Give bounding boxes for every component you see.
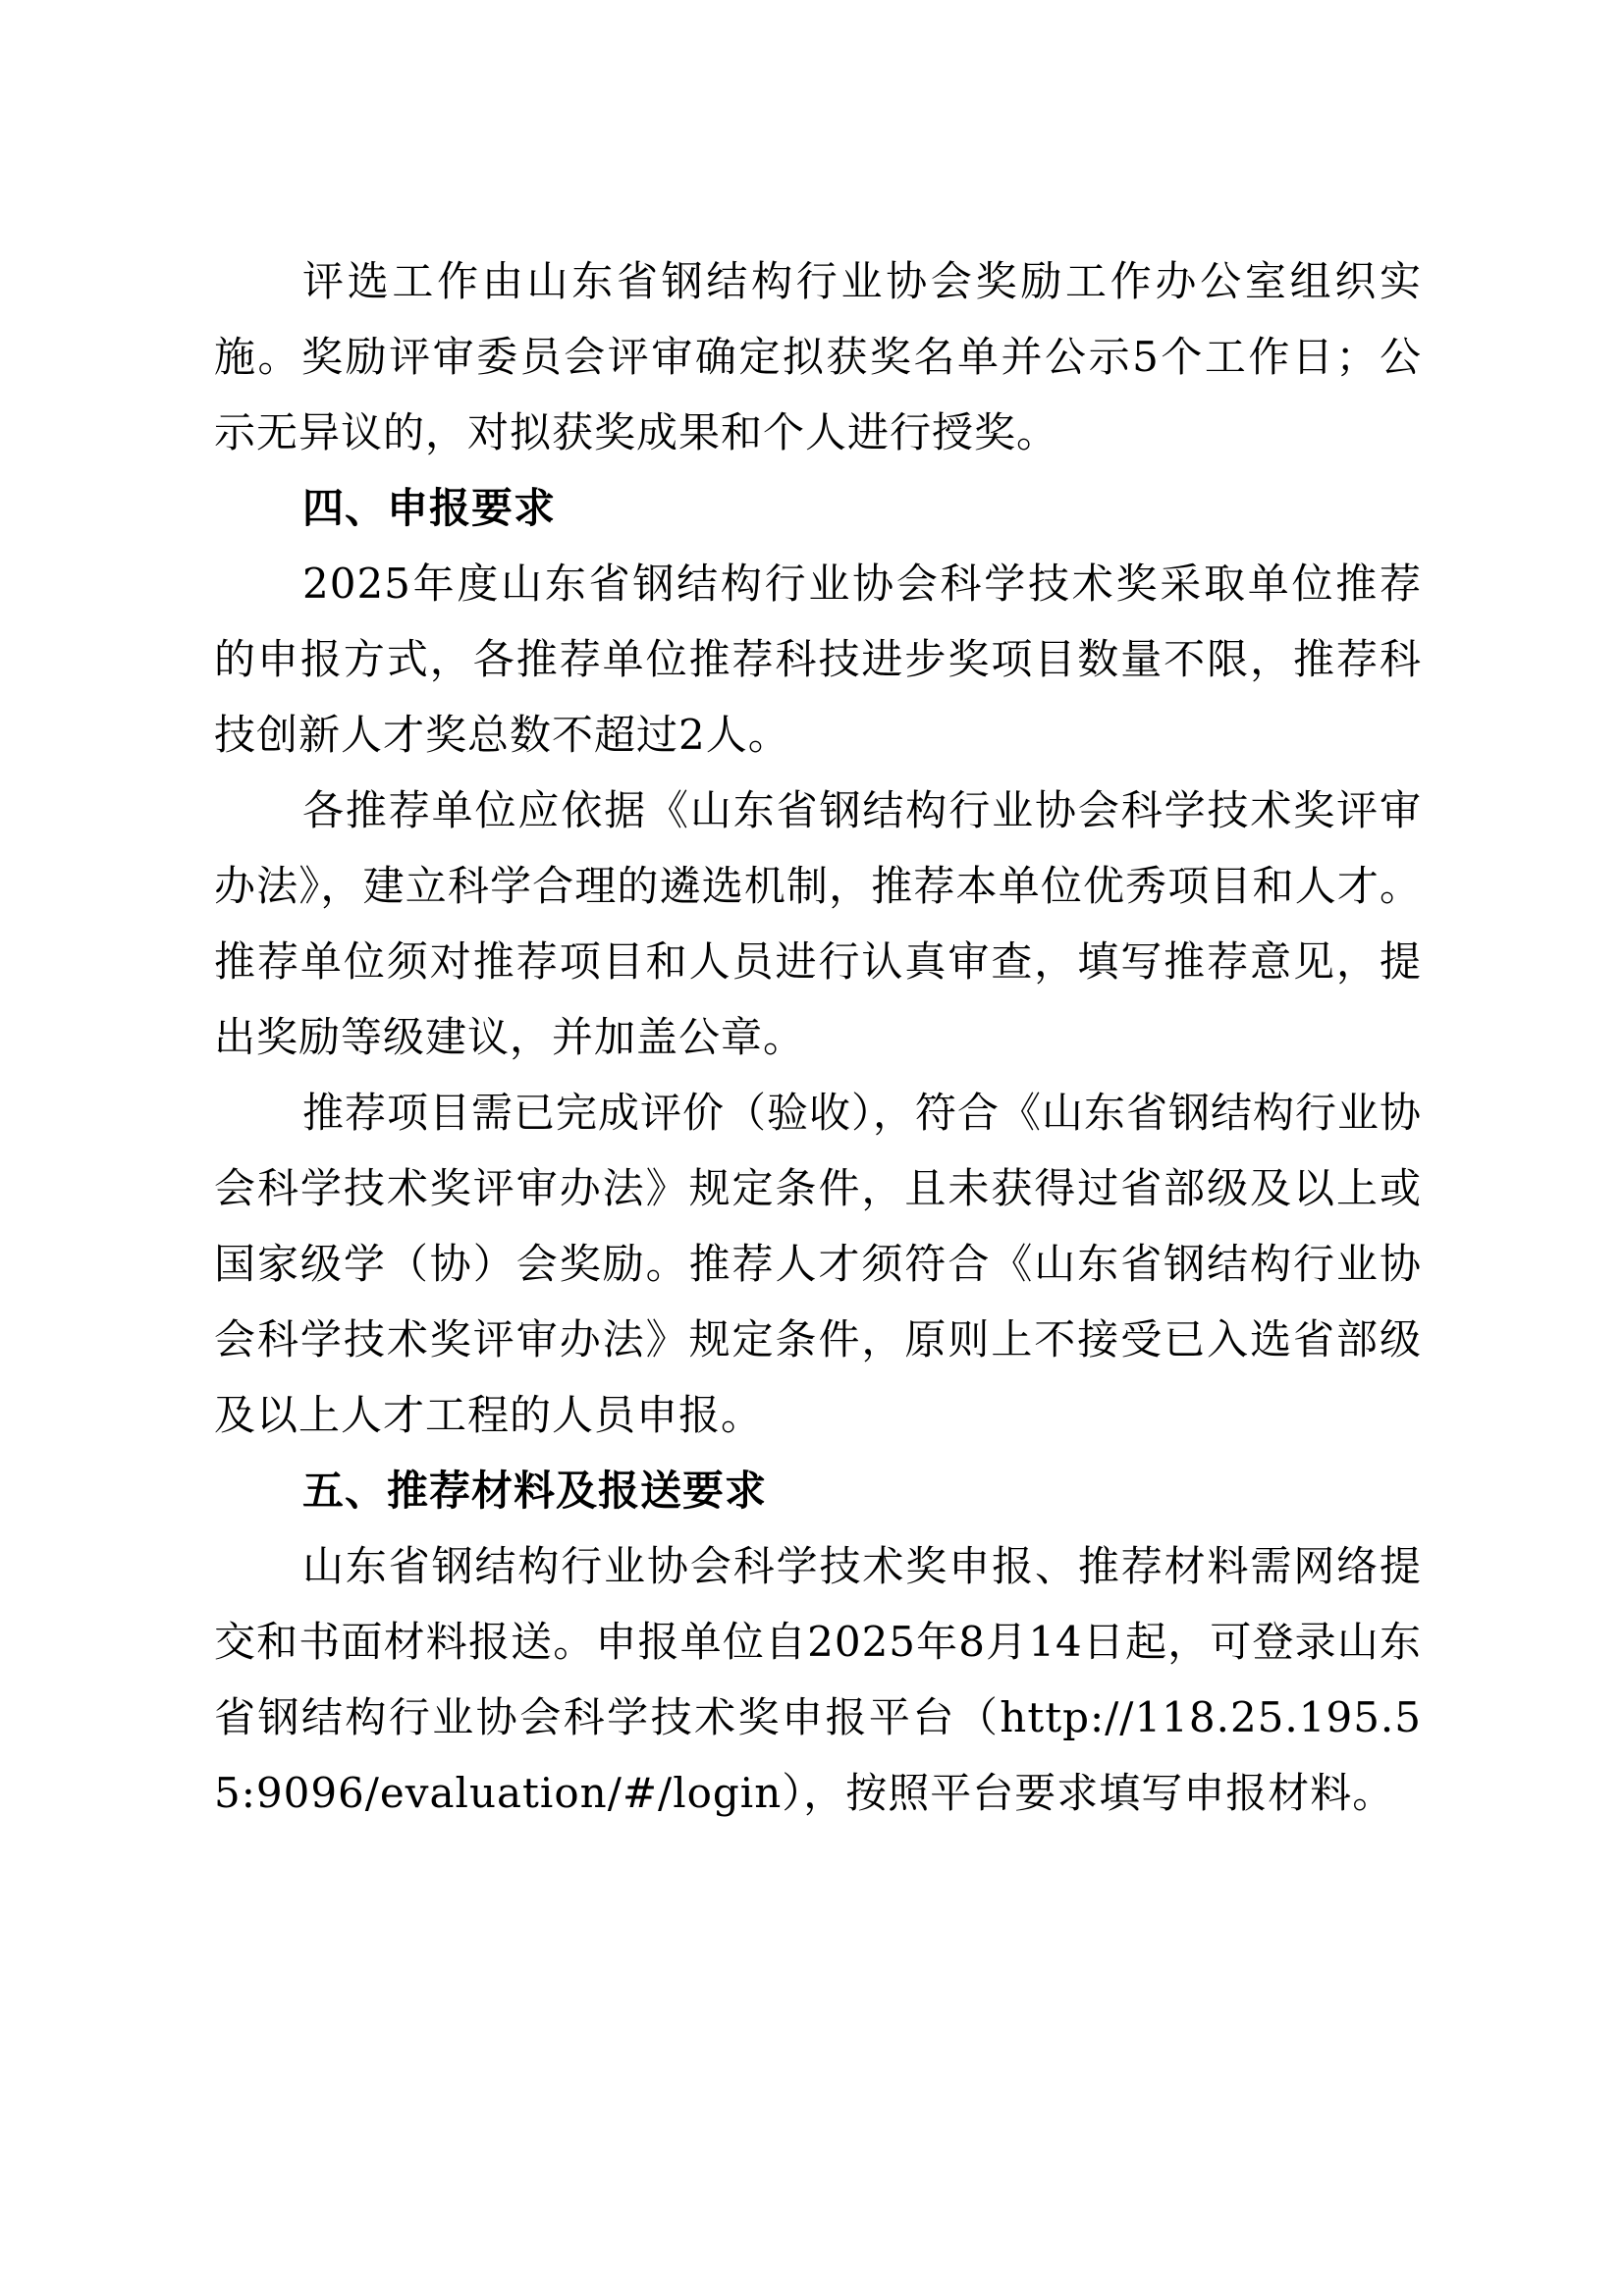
- paragraph-evaluation-organization: 评选工作由山东省钢结构行业协会奖励工作办公室组织实施。奖励评审委员会评审确定拟获奖名单并公示5个工作日；公示无异议的，对拟获奖成果和个人进行授奖。: [214, 257, 1422, 456]
- paragraph-eligibility-conditions: 推荐项目需已完成评价（验收），符合《山东省钢结构行业协会科学技术奖评审办法》规定条件，且未获得过省部级及以上或国家级学（协）会奖励。推荐人才须符合《山东省钢结构行业协会科学技术奖评审办法》规定条件，原则上不接受已入选省部级及以上人才工程的人员申报。: [214, 1089, 1423, 1439]
- paragraph-online-submission: 山东省钢结构行业协会科学技术奖申报、推荐材料需网络提交和书面材料报送。申报单位自2025年8月14日起，可登录山东省钢结构行业协会科学技术奖申报平台（http://118.25.195.55:9096/evaluation/#/login），按照平台要求填写申报材料。: [214, 1542, 1422, 1817]
- paragraph-selection-mechanism: 各推荐单位应依据《山东省钢结构行业协会科学技术奖评审办法》，建立科学合理的遴选机制，推荐本单位优秀项目和人才。推荐单位须对推荐项目和人员进行认真审查，填写推荐意见，提出奖励等级建议，并加盖公章。: [214, 786, 1422, 1061]
- document-body: [214, 243, 1422, 1831]
- paragraph-recommendation-method: 2025年度山东省钢结构行业协会科学技术奖采取单位推荐的申报方式，各推荐单位推荐科技进步奖项目数量不限，推荐科技创新人才奖总数不超过2人。: [214, 560, 1422, 759]
- section-heading-application-requirements: 四、申报要求: [302, 484, 557, 532]
- section-heading-submission-materials: 五、推荐材料及报送要求: [302, 1467, 768, 1515]
